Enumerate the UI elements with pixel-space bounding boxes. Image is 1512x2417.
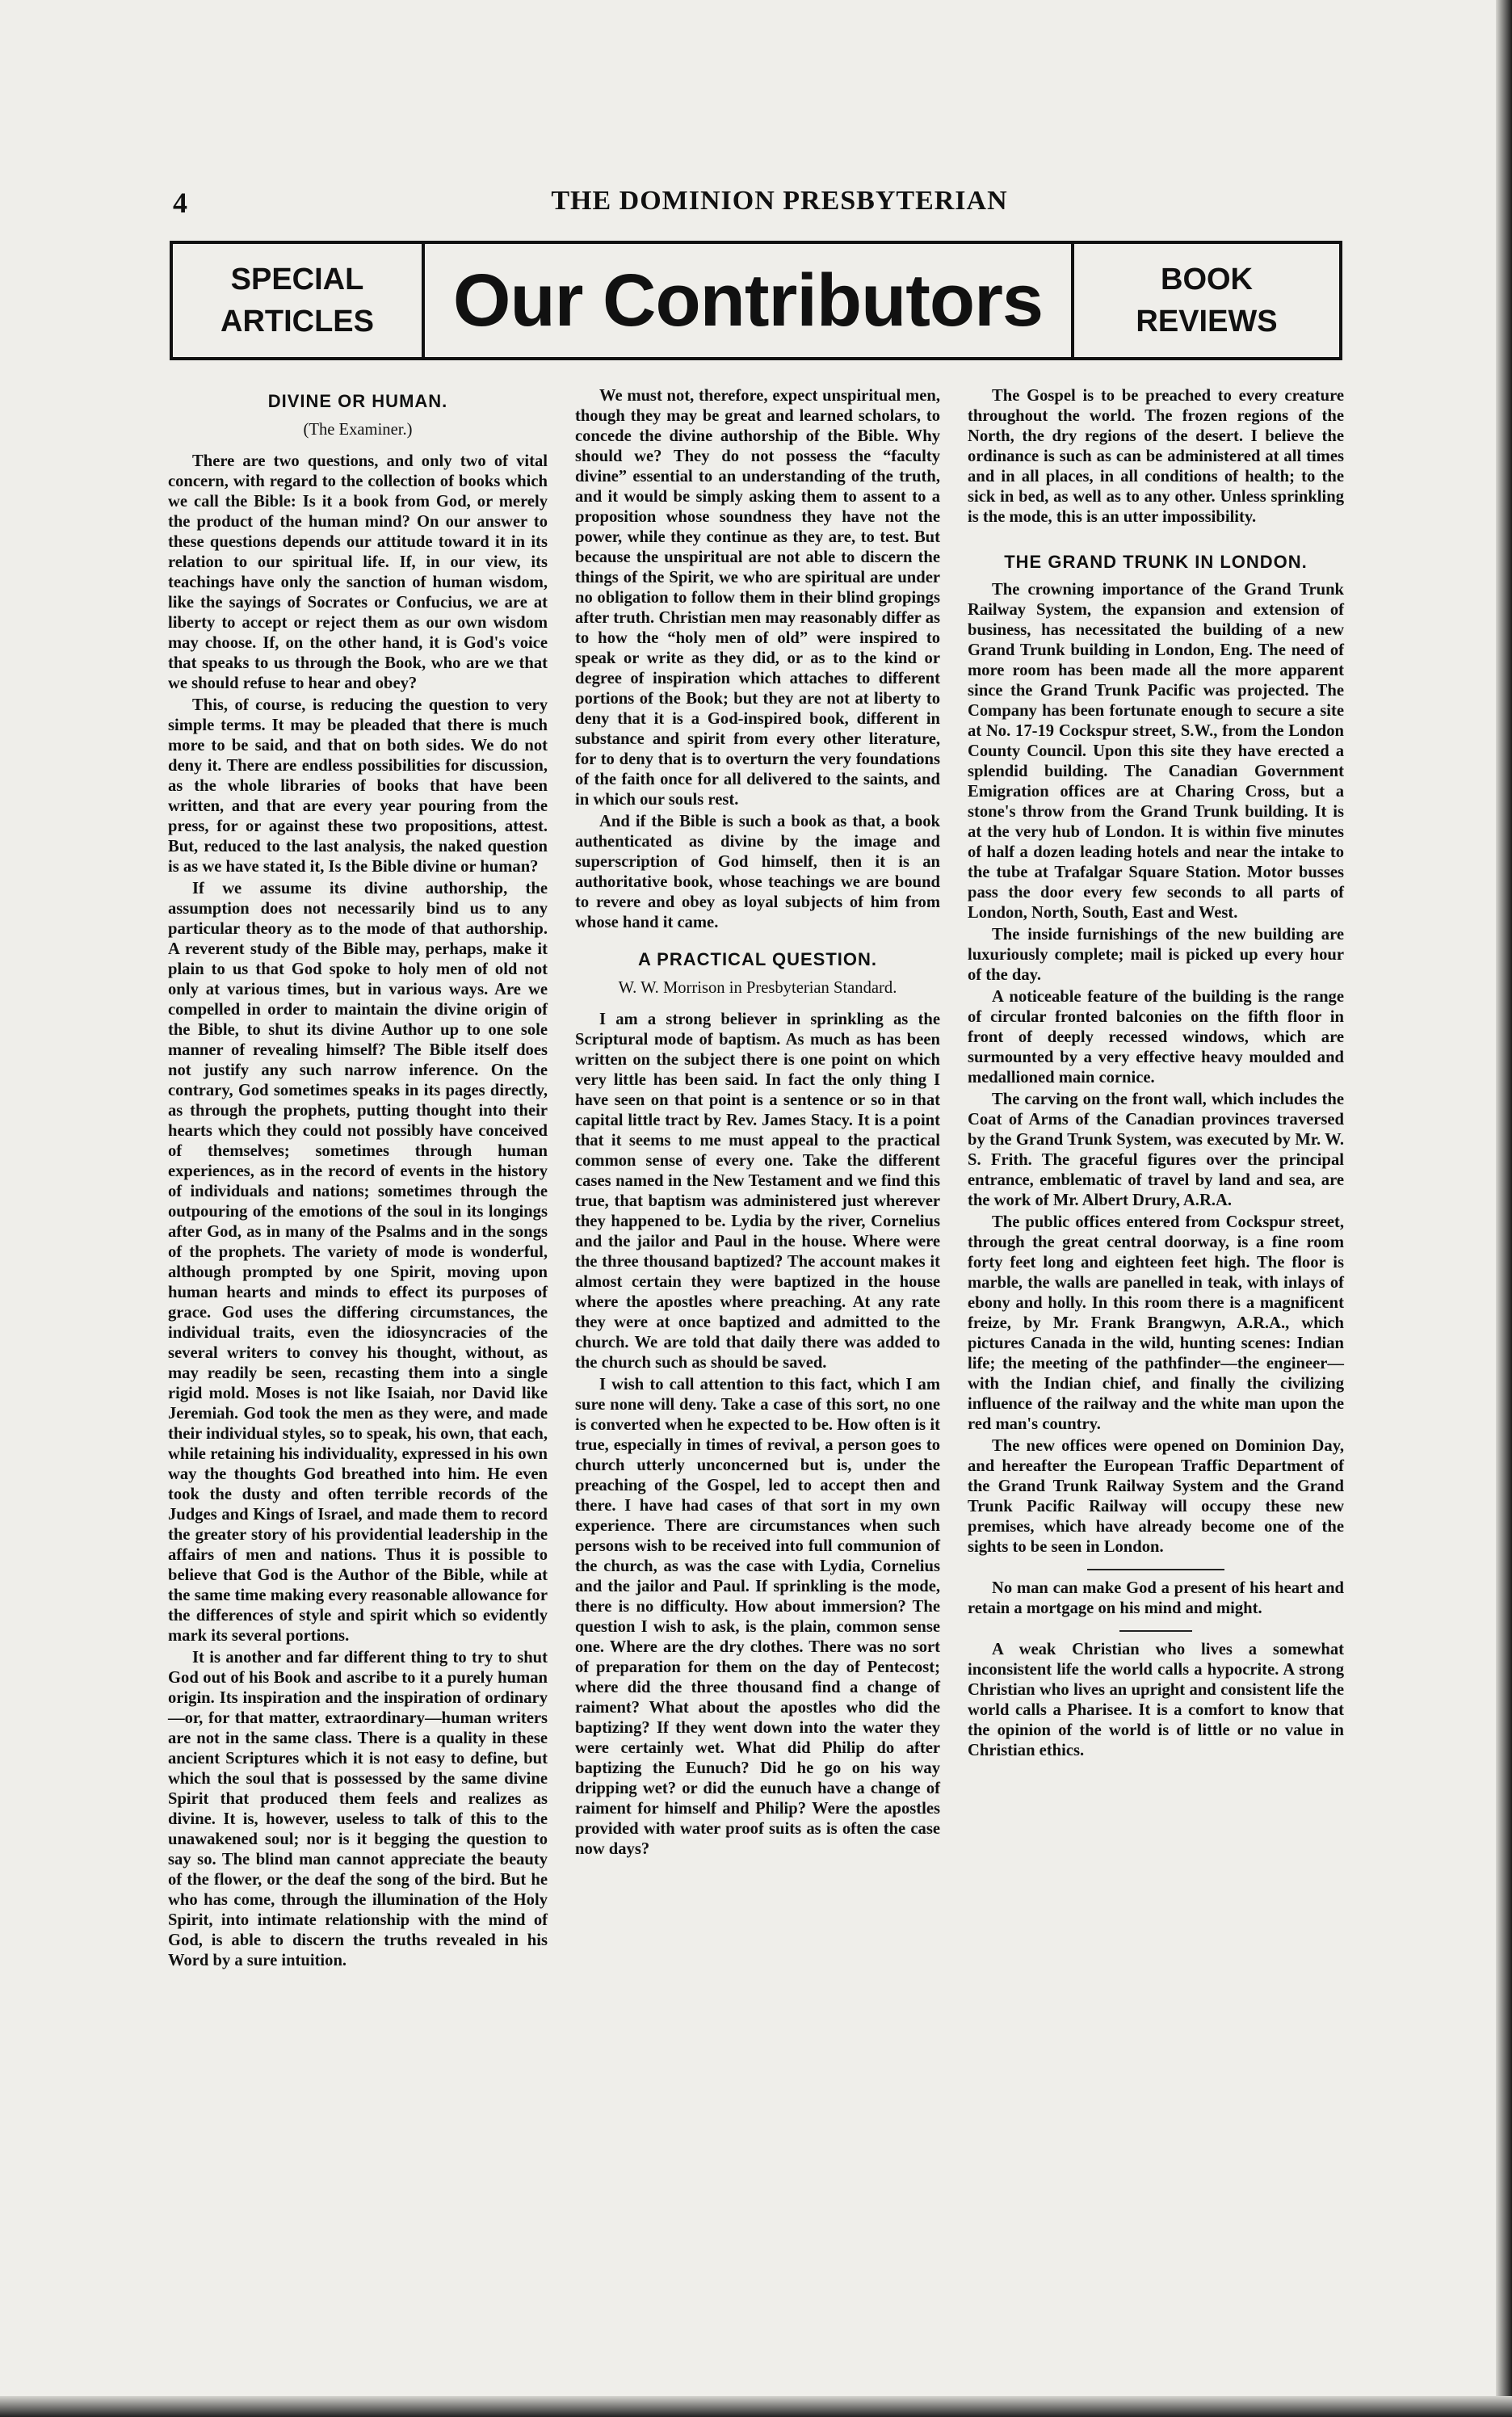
article-paragraph: If we assume its divine authorship, the assumption does not necessarily bind us to any particular theory as to the mode of that authorship. A reverent study of the Bible may, perhaps, make it plain to us that God spoke to holy men of old not only at various times, but in various ways. Are we compelled in order to maintain the divine origin of the Bible, to shut its divine Author up to one sole manner of revealing himself? The Bible itself does not justify any such narrow inference. On the contrary, God sometimes speaks in its pages directly, as through the prophets, putting thought into their hearts which they could not possibly have conceived of themselves; sometimes through human experiences, as in the record of events in the history of individuals and nations; sometimes through the outpouring of the emotions of the soul in its longings after God, as in many of the Psalms and in the songs of the prophets. The variety of mode is wonderful, although prompted by one Spirit, moving upon human hearts and minds to effect its purposes of grace. God uses the differing circumstances, the individual traits, even the idiosyncracies of the several writers to convey his thought, without, as may readily be seen, recasting them into a single rigid mold. Moses is not like Isaiah, nor David like Jeremiah. God took the men as they were, and made their individual styles, so to speak, his own, that each, while retaining his individuality, expressed in his own way the thoughts God breathed into him. He even took the dusty and often terrible records of the Judges and Kings of Israel, and made them to record the greater story of his providential leadership in the affairs of men and nations. Thus it is possible to believe that God is the Author of the Bible, while at the same time making every reasonable allowance for the differences of style and spirit which so evidently mark its several portions. — [168, 880, 548, 1645]
masthead-right-line-2: REVIEWS — [1136, 305, 1278, 338]
masthead-left-box — [173, 244, 425, 357]
article-paragraph: There are two questions, and only two of vital concern, with regard to the collection of books which we call the Bible: Is it a book from God, or merely the product of the human mind? On our answer to these questions depends our attitude toward it in its relation to our spiritual life. If, in our view, its teachings have only the sanction of human wisdom, like the sayings of Socrates or Confucius, we are at liberty to accept or reject them as our own wisdom may choose. If, on the other hand, it is God's voice that speaks to us through the Book, who are we that we should refuse to hear and obey? — [168, 452, 548, 692]
page-number: 4 — [173, 187, 187, 219]
article-paragraph: The inside furnishings of the new building are luxuriously complete; mail is picked up every hour of the day. — [968, 926, 1344, 984]
article-headline: DIVINE OR HUMAN. — [267, 391, 448, 411]
masthead-right-box — [1071, 244, 1339, 357]
filler-paragraph: A weak Christian who lives a somewhat inconsistent life the world calls a hypocrite. A strong Christian who lives an upright and consistent life the world calls a Pharisee. It is a comfort to know that the opinion of the world is of little or no value in Christian ethics. — [968, 1641, 1344, 1759]
running-head: THE DOMINION PRESBYTERIAN — [551, 186, 1008, 216]
article-paragraph: A noticeable feature of the building is the range of circular fronted balconies on the fifth floor in front of deeply recessed windows, which are surmounted by a very effective heavy moulded and medallioned main cornice. — [968, 988, 1344, 1087]
article-byline: W. W. Morrison in Presbyterian Standard. — [618, 979, 897, 997]
column-3 — [968, 386, 1344, 1763]
masthead-title: Our Contributors — [452, 259, 1044, 342]
column-2 — [575, 386, 940, 1861]
masthead-left-line-2: ARTICLES — [220, 305, 374, 338]
article-paragraph: The public offices entered from Cockspur street, through the great central doorway, is a fine room forty feet long and eighteen feet high. The floor is marble, the walls are panelled in teak, with inlays of ebony and holly. In this room there is a magnificent freize, by Mr. Frank Brangwyn, A.R.A., which pictures Canada in the wild, hunting scenes: Indian life; the meeting of the pathfinder—the engineer—with the Indian chief, and finally the civilizing influence of the railway and the white man upon the red man's country. — [968, 1213, 1344, 1433]
article-paragraph: This, of course, is reducing the question to very simple terms. It may be pleaded that there is much more to be said, and that on both sides. We do not deny it. There are endless possibilities for discussion, as the whole libraries of books that have been written, and that are every year pouring from the press, for or against these two propositions, attest. But, reduced to the last analysis, the naked question is as we have stated it, Is the Bible divine or human? — [168, 696, 548, 876]
masthead-right-line-1: BOOK — [1161, 263, 1253, 296]
article-paragraph: We must not, therefore, expect unspiritual men, though they may be great and learned scholars, to concede the divine authorship of the Bible. Why should we? They do not possess the “faculty divine” essential to an understanding of the truth, and it would be simply asking them to assent to a proposition whose soundness they have not the power, while they continue as they are, to test. But because the unspiritual are not able to discern the things of the Spirit, we who are spiritual are under no obligation to follow them in their blind gropings after truth. Christian men may reasonably differ as to how the “holy men of old” were inspired to speak or write as they did, or as to the kind or degree of inspiration which attaches to different portions of the Book; but they are not at liberty to deny that it is a God-inspired book, different in substance and spirit from every other literature, for to deny that is to overturn the very foundations of the faith once for all delivered to the saints, and in which our souls rest. — [575, 387, 940, 809]
article-paragraph: And if the Bible is such a book as that, a book authenticated as divine by the image and superscription of God himself, then it is an authoritative book, whose teachings we are bound to revere and obey as loyal subjects of him from whose hand it came. — [575, 813, 940, 931]
masthead — [170, 241, 1342, 360]
article-paragraph: The Gospel is to be preached to every creature throughout the world. The frozen regions of the North, the dry regions of the desert. I believe the ordinance is such as can be administered at all times and in all places, in all conditions of health; to the sick in bed, as well as to any other. Unless sprinkling is the mode, this is an utter impossibility. — [968, 387, 1344, 526]
scan-edge-bottom — [0, 2396, 1512, 2417]
article-paragraph: I wish to call attention to this fact, which I am sure none will deny. Take a case of this sort, no one is converted when he expected to be. How often is it true, especially in times of revival, a person goes to church utterly unconcerned but is, under the preaching of the Gospel, led to accept then and there. I have had cases of that sort in my own experience. There are circumstances when such persons wish to be received into full communion of the church, as was the case with Lydia, Cornelius and the jailor and Paul. If sprinkling is the mode, there is no difficulty. How about immersion? The question I wish to ask, is the plain, common sense one. Where are the dry clothes. There was no sort of preparation for them on the day of Pentecost; where did the three thousand find a change of raiment? What about the apostles who did the baptizing? If they went down into the water they were certainly wet. What did Philip do after baptizing the Eunuch? Did he go on his way dripping wet? or did the eunuch have a change of raiment for himself and Philip? Were the apostles provided with water proof suits as is often the case now days? — [575, 1376, 940, 1858]
article-paragraph: I am a strong believer in sprinkling as the Scriptural mode of baptism. As much as has been written on the subject there is one point on which very little has been said. In fact the only thing I have seen on that point is a sentence or so in that capital little tract by Rev. James Stacy. It is a point that it seems to me must appeal to the practical common sense of every one. Take the different cases named in the New Testament and we find this true, that baptism was administered just wherever they happened to be. Lydia by the river, Cornelius and the jailor and Paul in the house. Where were the three thousand baptized? The account makes it almost certain they were baptized in the house where the apostles where preaching. At any rate they were at once baptized and admitted to the church. We are told that daily there was added to the church such as should be saved. — [575, 1011, 940, 1372]
article-paragraph: The new offices were opened on Dominion Day, and hereafter the European Traffic Department of the Grand Trunk Railway System and the Grand Trunk Pacific Railway will occupy these new premises, which have already become one of the sights to be seen in London. — [968, 1437, 1344, 1556]
masthead-left-line-1: SPECIAL — [230, 263, 364, 296]
divider-rule — [1087, 1569, 1224, 1570]
article-headline: THE GRAND TRUNK IN LONDON. — [1004, 552, 1308, 572]
article-paragraph: The carving on the front wall, which includes the Coat of Arms of the Canadian provinces traversed by the Grand Trunk System, was executed by Mr. W. S. Frith. The graceful figures over the principal entrance, emblematic of travel by land and sea, are the work of Mr. Albert Drury, A.R.A. — [968, 1091, 1344, 1209]
filler-paragraph: No man can make God a present of his heart and retain a mortgage on his mind and might. — [968, 1579, 1344, 1617]
column-1 — [168, 386, 548, 1973]
article-paragraph: It is another and far different thing to try to shut God out of his Book and ascribe to it a purely human origin. Its inspiration and the inspiration of ordinary—or, for that matter, extraordinary—human writers are not in the same class. There is a quality in these ancient Scriptures which it is not easy to define, but which the soul that is possessed by the same divine Spirit that produced them feels and realizes as divine. It is, however, useless to talk of this to the unawakened soul; nor is it begging the question to say so. The blind man cannot appreciate the beauty of the flower, or the deaf the song of the bird. But he who has come, through the illumination of the Holy Spirit, into intimate relationship with the mind of God, is able to discern the truths revealed in his Word by a sure intuition. — [168, 1649, 548, 1969]
article-source: (The Examiner.) — [303, 421, 413, 439]
divider-rule — [1119, 1630, 1192, 1632]
scan-edge-right — [1496, 0, 1512, 2417]
article-paragraph: The crowning importance of the Grand Trunk Railway System, the expansion and extension of business, has necessitated the building of a new Grand Trunk building in London, Eng. The need of more room has been made all the more apparent since the Grand Trunk Pacific was projected. The Company has been fortunate enough to secure a site at No. 17-19 Cockspur street, S.W., from the London County Council. Upon this site they have erected a splendid building. The Canadian Government Emigration offices are at Charing Cross, but a stone's throw from the Grand Trunk building. It is at the very hub of London. It is within five minutes of half a dozen leading hotels and near the intake to the tube at Trafalgar Square Station. Motor busses pass the door every few seconds to all parts of London, North, South, East and West. — [968, 581, 1344, 922]
article-headline: A PRACTICAL QUESTION. — [637, 949, 877, 969]
